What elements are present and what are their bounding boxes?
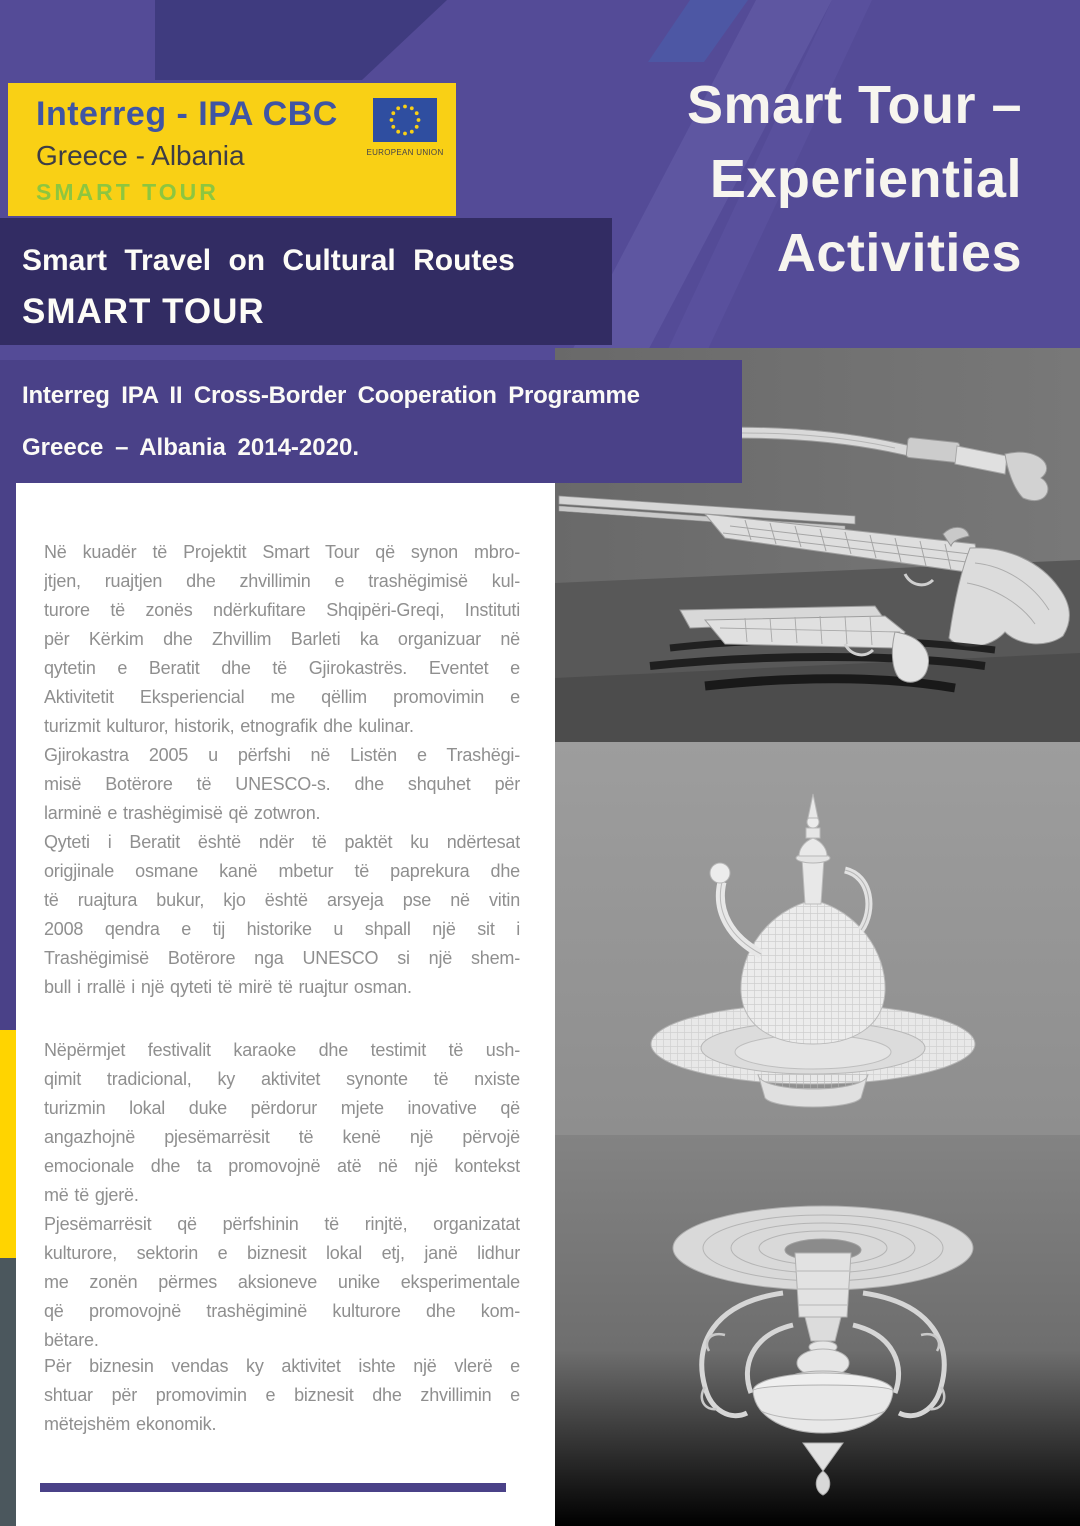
body-text-line: Qyteti i Beratit është ndër të paktët ku ndërtesat — [44, 832, 520, 852]
ewer-3d-render-image — [555, 742, 1080, 1135]
body-text-line: qytetin e Beratit dhe të Gjirokastrës. Eventet e — [44, 658, 520, 678]
body-text-line: Gjirokastra 2005 u përfshi në Listën e Trashëgi- — [44, 745, 520, 765]
body-text-line: shtuar për promovimin e biznesit dhe zhvillimin e — [44, 1385, 520, 1405]
chandelier-3d-render-image — [555, 1135, 1080, 1526]
eu-flag-icon — [373, 98, 437, 142]
body-text-line: Aktivitetit Eksperiencial me qëllim promovimin e — [44, 687, 520, 707]
eu-flag-block — [366, 98, 444, 157]
image-column — [555, 348, 1080, 1526]
body-text-line: larminë e trashëgimisë që zotwron. — [44, 803, 321, 823]
body-text-line: Nëpërmjet festivalit karaoke dhe testimit të ush- — [44, 1040, 520, 1060]
body-text-line: turizmin lokal duke përdorur mjete inovative që — [44, 1098, 520, 1118]
body-text-line: të ruajtura bukur, kjo është arsyeja pse në vitin — [44, 890, 520, 910]
left-accent-strip-purple — [0, 483, 16, 1030]
programme-line: Interreg IPA II Cross-Border Cooperation Programme — [22, 382, 640, 409]
interreg-brand-text: Interreg - IPA CBC — [36, 95, 338, 133]
smart-tour-text: SMART TOUR — [36, 179, 219, 205]
body-text-line: qimit tradicional, ky aktivitet synonte të nxiste — [44, 1069, 520, 1089]
body-text-line: për Kërkim dhe Zhvillim Barleti ka organizuar në — [44, 629, 520, 649]
page-title-line: Experiential — [709, 149, 1022, 209]
body-text-line: më të gjerë. — [44, 1185, 139, 1205]
programme-banner — [0, 360, 742, 483]
body-text-line: që promovojnë trashëgiminë kulturore dhe kom- — [44, 1301, 520, 1321]
body-text-line: kulturore, sektorin e biznesit lokal etj, janë lidhur — [44, 1243, 520, 1263]
body-text-line: bull i rrallë i një qyteti të mirë të ruajtur osman. — [44, 977, 412, 997]
body-text-line: mëtejshëm ekonomik. — [44, 1414, 217, 1434]
body-text-line: me zonën përmes aksioneve unike eksperimentale — [44, 1272, 520, 1292]
left-accent-strip-slate — [0, 1258, 16, 1526]
subtitle-line: Smart Travel on Cultural Routes — [22, 244, 515, 277]
body-text-block — [44, 1036, 520, 1355]
left-accent-strip-yellow — [0, 1030, 16, 1258]
bottom-divider-bar — [40, 1483, 506, 1492]
interreg-logo-box — [8, 83, 456, 216]
body-text-line: emocionale dhe ta promovojnë atë në një kontekst — [44, 1156, 520, 1176]
body-text-line: Për biznesin vendas ky aktivitet ishte një vlerë e — [44, 1356, 520, 1376]
body-text-line: bëtare. — [44, 1330, 99, 1350]
eu-flag-caption: EUROPEAN UNION — [366, 148, 444, 157]
programme-area-text: Greece - Albania — [36, 140, 245, 171]
programme-period: Greece – Albania 2014-2020. — [22, 434, 359, 461]
body-text-line: Pjesëmarrësit që përfshinin të rinjtë, organizatat — [44, 1214, 520, 1234]
body-text-line: jtjen, ruajtjen dhe zhvillimin e trashëgimisë kul- — [44, 571, 520, 591]
body-text-block — [44, 538, 520, 1002]
body-text-line: angazhojnë pjesëmarrësit të kenë një përvojë — [44, 1127, 520, 1147]
body-text-line: 2008 qendra e tij historike u shpall një sit i — [44, 919, 520, 939]
body-text-block — [44, 1352, 520, 1439]
body-text-line: Në kuadër të Projektit Smart Tour që synon mbro- — [44, 542, 520, 562]
body-text-line: origjinale osmane kanë mbetur të paprekura dhe — [44, 861, 520, 881]
body-text-line: turizmit kulturor, historik, etnografik dhe kulinar. — [44, 716, 414, 736]
body-text-line: misë Botërore të UNESCO-s. dhe shquhet për — [44, 774, 520, 794]
page-title-line: Smart Tour – — [686, 75, 1022, 135]
body-text-line: turore të zonës ndërkufitare Shqipëri-Greqi, Instituti — [44, 600, 520, 620]
page-title — [582, 68, 1022, 290]
subtitle-acronym: SMART TOUR — [22, 292, 265, 331]
body-text-line: Trashëgimisë Botërore nga UNESCO si një shem- — [44, 948, 520, 968]
subtitle-banner — [0, 218, 612, 345]
page-title-line: Activities — [776, 223, 1022, 283]
